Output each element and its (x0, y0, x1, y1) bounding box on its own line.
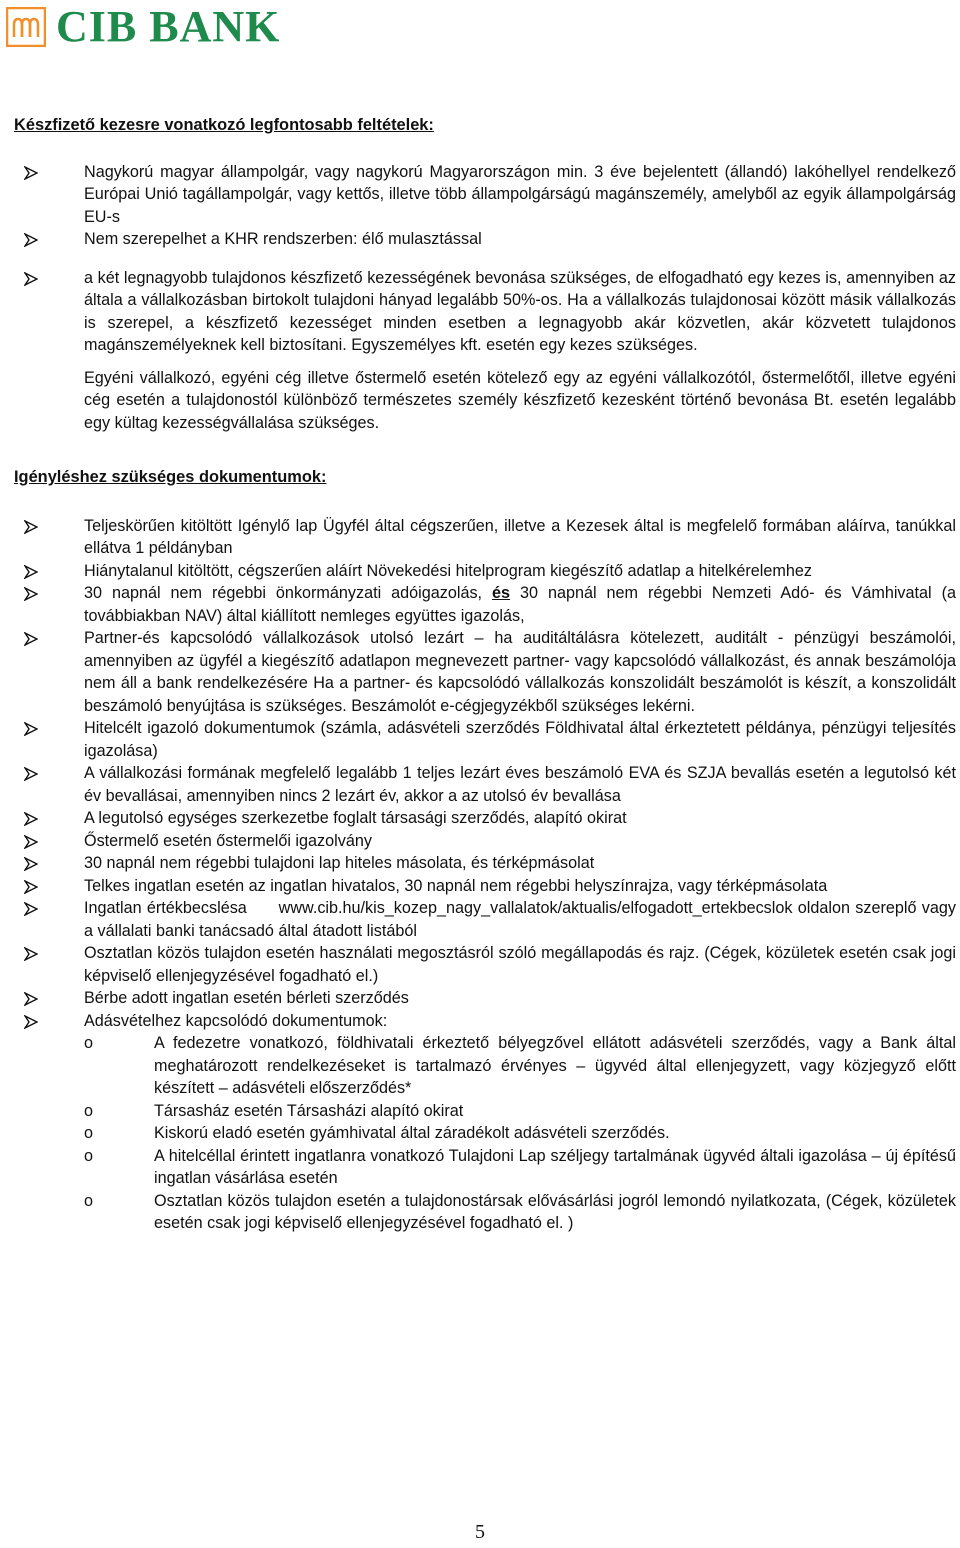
section-title-guarantor: Készfizető kezesre vonatkozó legfontosabb feltételek: (14, 116, 434, 134)
arrow-bullet-icon (24, 632, 38, 646)
list-item: Hitelcélt igazoló dokumentumok (számla, adásvételi szerződés Földhivatal által érkeztetett példánya, pénzügyi teljesítés igazolása) (14, 717, 956, 762)
list-item: Hiánytalanul kitöltött, cégszerűen aláírt Növekedési hitelprogram kiegészítő adatlap a hitelkérelemhez (14, 560, 956, 583)
arrow-bullet-icon (24, 722, 38, 736)
list-item: Adásvételhez kapcsolódó dokumentumok: o A fedezetre vonatkozó, földhivatali érkeztető bélyegzővel ellátott adásvételi szerződés, vagy a Bank által meghatározott rendelkezéseket is tartalmazó érvényes – ügyvéd által ellenjegyzett, vagy közjegyző előtt készített – adásvételi előszerződés* o Társasház esetén Társasházi alapító okirat o Kiskorú eladó esetén gyámhivatal által záradékolt adásvételi szerződés. o A hitelcéllal érintett ingatlanra vonatkozó Tulajdoni Lap széljegy tartalmának ügyvéd általi igazolása – új építésű ingatlan vásárlása esetén o Osztatlan közös tulajdon esetén a tulajdonostársak elővásárlási jogról lemondó nyilatkozata, (Cégek, közületek esetén csak jogi képviselő ellenjegyzésével fogadható el. ) (14, 1010, 956, 1235)
header (6, 4, 280, 50)
sub-list-item: o A hitelcéllal érintett ingatlanra vonatkozó Tulajdoni Lap széljegy tartalmának ügyvéd általi igazolása – új építésű ingatlan vásárlása esetén (84, 1146, 956, 1187)
valuer-list-link[interactable]: www.cib.hu/kis_kozep_nagy_vallalatok/aktualis/elfogadott_ertekbecslok (278, 899, 793, 917)
arrow-bullet-icon (24, 767, 38, 781)
circle-bullet: o (84, 1146, 94, 1165)
sub-list-item: o Társasház esetén Társasházi alapító okirat (84, 1100, 956, 1123)
circle-bullet: o (84, 1101, 94, 1120)
arrow-bullet-icon (24, 857, 38, 871)
arrow-bullet-icon (24, 520, 38, 534)
document-body (14, 114, 956, 1235)
list-item: a két legnagyobb tulajdonos készfizető kezességének bevonása szükséges, de elfogadható egy kezes is, amennyiben az általa a vállalkozásban birtokolt tulajdoni hányad legalább 50%-os. Ha a vállalkozás tulajdonosai között másik vállalkozás is szerepel, a készfizető kezességet minden esetben a legnagyobb akár közvetlen, akár közvetett tulajdonos magánszemélyeknek kell biztosítani. Egyszemélyes kft. esetén egy kezes szükséges. (14, 267, 956, 357)
cib-logo-icon (6, 7, 46, 47)
arrow-bullet-icon (24, 812, 38, 826)
list-item: Nem szerepelhet a KHR rendszerben: élő mulasztással (14, 228, 956, 251)
list-item: Teljeskörűen kitöltött Igénylő lap Ügyfél által cégszerűen, illetve a Kezesek által is megfelelő formában aláírva, tanúkkal ellátva 1 példányban (14, 515, 956, 560)
sole-trader-paragraph: Egyéni vállalkozó, egyéni cég illetve őstermelő esetén kötelező egy az egyéni vállalkozótól, őstermelőtől, illetve egyéni cég esetén a tulajdonostól különböző természetes személy készfizető kezesként történő bevonása Bt. esetén legalább egy kültag kezességvállalása szükséges. (84, 368, 956, 432)
arrow-bullet-icon (24, 992, 38, 1006)
list-item-valuation: Ingatlan értékbecslésa www.cib.hu/kis_kozep_nagy_vallalatok/aktualis/elfogadott_ertekbecslok oldalon szereplő vagy a vállalati banki tanácsadó által átadott listából (14, 897, 956, 942)
arrow-bullet-icon (24, 835, 38, 849)
section-title-documents: Igényléshez szükséges dokumentumok: (14, 468, 327, 486)
list-item: Telkes ingatlan esetén az ingatlan hivatalos, 30 napnál nem régebbi helyszínrajza, vagy térképmásolata (14, 875, 956, 898)
circle-bullet: o (84, 1034, 94, 1052)
page-number: 5 (475, 1521, 485, 1543)
sub-list-item: o A fedezetre vonatkozó, földhivatali érkeztető bélyegzővel ellátott adásvételi szerződés, vagy a Bank által meghatározott rendelkezéseket is tartalmazó érvényes – ügyvéd által ellenjegyzett, vagy közjegyző előtt készített – adásvételi előszerződés* (84, 1034, 956, 1097)
sale-documents-sublist (84, 1032, 956, 1235)
list-item: A vállalkozási formának megfelelő legalább 1 teljes lezárt éves beszámoló EVA és SZJA bevallás esetén a legutolsó két év bevallásai, amennyiben nincs 2 lezárt év, akkor a az utolsó év bevallása (14, 762, 956, 807)
list-item: A legutolsó egységes szerkezetbe foglalt társasági szerződés, alapító okirat (14, 807, 956, 830)
arrow-bullet-icon (24, 947, 38, 961)
arrow-bullet-icon (24, 587, 38, 601)
list-item: Partner-és kapcsolódó vállalkozások utolsó lezárt – ha auditáltálásra kötelezett, auditált - pénzügyi beszámolói, amennyiben az ügyfél a kiegészítő adatlapon megnevezett partner- vagy kapcsolódó vállalkozást, és annak beszámolója nem áll a bank rendelkezésére Ha a partner- és kapcsolódó vállalkozás konszolidált beszámolót is készít, a konszolidált beszámoló benyújtása is szükséges. Beszámolót e-cégjegyzékből szükséges lekérni. (14, 627, 956, 717)
list-item: 30 napnál nem régebbi tulajdoni lap hiteles másolata, és térképmásolat (14, 852, 956, 875)
arrow-bullet-icon (24, 166, 38, 180)
arrow-bullet-icon (24, 1015, 38, 1029)
emphasis-and: és (492, 584, 511, 602)
list-item: Nagykorú magyar állampolgár, vagy nagykorú Magyarországon min. 3 éve bejelentett (állandó) lakóhellyel rendelkező Európai Unió tagállampolgár, vagy kettős, illetve több állampolgárságú magánszemély, amelyből az egyik állampolgárság EU-s (14, 161, 956, 229)
list-item: Bérbe adott ingatlan esetén bérleti szerződés (14, 987, 956, 1010)
list-item-tax-certificate: 30 napnál nem régebbi önkormányzati adóigazolás, és 30 napnál nem régebbi Nemzeti Adó- és Vámhivatal (a továbbiakban NAV) által kiállított nemleges együttes igazolás, (14, 582, 956, 627)
arrow-bullet-icon (24, 880, 38, 894)
sub-list-item: o Osztatlan közös tulajdon esetén a tulajdonostársak elővásárlási jogról lemondó nyilatkozata, (Cégek, közületek esetén csak jogi képviselő ellenjegyzésével fogadható el. ) (84, 1191, 956, 1232)
sub-list-item: o Kiskorú eladó esetén gyámhivatal által záradékolt adásvételi szerződés. (84, 1122, 956, 1145)
arrow-bullet-icon (24, 272, 38, 286)
circle-bullet: o (84, 1124, 94, 1142)
brand-name: CIB BANK (56, 2, 281, 51)
arrow-bullet-icon (24, 233, 38, 247)
arrow-bullet-icon (24, 565, 38, 579)
arrow-bullet-icon (24, 902, 38, 916)
documents-list (14, 515, 956, 1235)
list-item: Őstermelő esetén őstermelői igazolvány (14, 830, 956, 853)
list-item: Osztatlan közös tulajdon esetén használati megosztásról szóló megállapodás és rajz. (Cégek, közületek esetén csak jogi képviselő ellenjegyzésével fogadható el.) (14, 942, 956, 987)
guarantor-conditions-list (14, 161, 956, 357)
circle-bullet: o (84, 1191, 94, 1210)
